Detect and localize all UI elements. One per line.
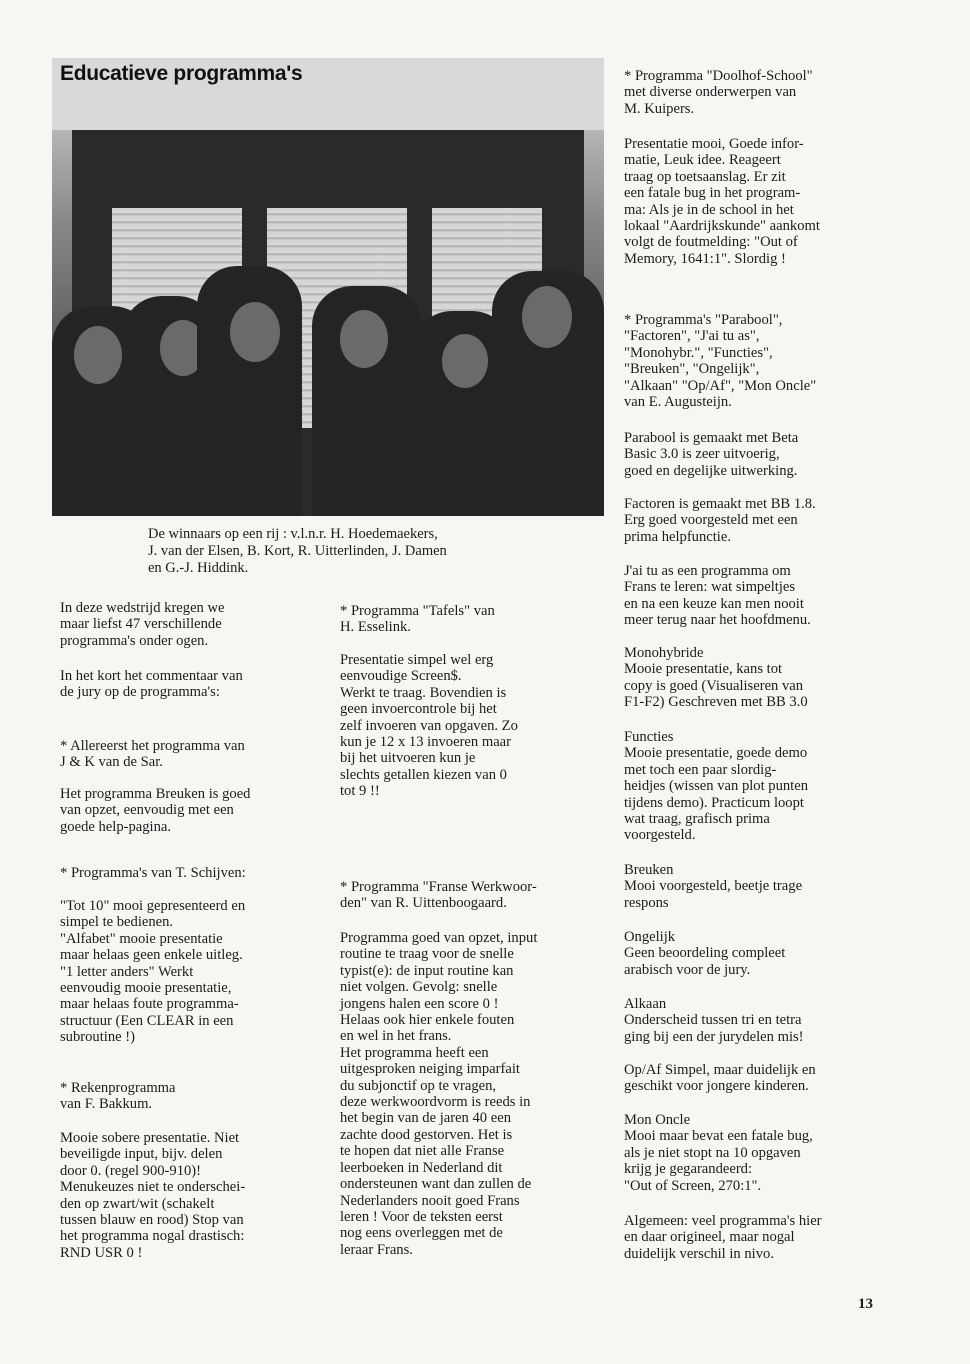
col1-p3: Het programma Breuken is goed van opzet, eenvoudig met een goede help-pagina. [60, 786, 251, 835]
page-title: Educatieve programma's [60, 62, 303, 85]
page-number: 13 [858, 1296, 873, 1312]
col1-p0: In deze wedstrijd kregen we maar liefst 47 verschillende programma's onder ogen. [60, 600, 225, 649]
col3-p0: * Programma "Doolhof-School" met diverse onderwerpen van M. Kuipers. [624, 68, 813, 117]
col1-p4: * Programma's van T. Schijven: [60, 865, 246, 881]
col3-p6: Monohybride Mooie presentatie, kans tot copy is goed (Visualiseren van F1-F2) Geschreven met BB 3.0 [624, 645, 808, 711]
col1-p2: * Allereerst het programma van J & K van de Sar. [60, 738, 245, 771]
col2-p0: * Programma "Tafels" van H. Esselink. [340, 603, 495, 636]
photo-caption-text: De winnaars op een rij : v.l.n.r. H. Hoedemaekers, J. van der Elsen, B. Kort, R. Uitterlinden, J. Damen en G.-J. Hiddink. [148, 526, 447, 576]
col1-p5: "Tot 10" mooi gepresenteerd en simpel te bedienen. "Alfabet" mooie presentatie maar helaas geen enkele uitleg. "1 letter anders" Werkt eenvoudig mooie presentatie, maar helaas foute programma- structuur (Een CLEAR in een subroutine !) [60, 898, 246, 1046]
col2-p2: * Programma "Franse Werkwoor- den" van R. Uittenboogaard. [340, 879, 537, 912]
col3-p13: Algemeen: veel programma's hier en daar origineel, maar nogal duidelijk verschil in nivo. [624, 1213, 822, 1262]
col1-p6: * Rekenprogramma van F. Bakkum. [60, 1080, 176, 1113]
col3-p5: J'ai tu as een programma om Frans te leren: wat simpeltjes en na een keuze kan men nooit meer terug naar het hoofdmenu. [624, 563, 811, 629]
col1-p1: In het kort het commentaar van de jury op de programma's: [60, 668, 243, 701]
col3-p7: Functies Mooie presentatie, goede demo met toch een paar slordig- heidjes (wissen van plot punten tijdens demo). Practicum loopt wat traag, grafisch prima voorgesteld. [624, 729, 809, 844]
col3-p10: Alkaan Onderscheid tussen tri en tetra ging bij een der jurydelen mis! [624, 996, 804, 1045]
col3-p8: Breuken Mooi voorgesteld, beetje trage respons [624, 862, 803, 911]
col3-p11: Op/Af Simpel, maar duidelijk en geschikt voor jongere kinderen. [624, 1062, 816, 1095]
col3-p3: Parabool is gemaakt met Beta Basic 3.0 is zeer uitvoerig, goed en degelijke uitwerking. [624, 430, 799, 479]
col3-p2: * Programma's "Parabool", "Factoren", "J'ai tu as", "Monohybr.", "Functies", "Breuken", "Ongelijk", "Alkaan" "Op/Af", "Mon Oncle" van E. Augusteijn. [624, 312, 817, 411]
photo-caption [148, 526, 588, 577]
winners-photo [52, 58, 604, 516]
col2-p3: Programma goed van opzet, input routine te traag voor de snelle typist(e): de input routine kan niet volgen. Gevolg: snelle jongens halen een score 0 ! Helaas ook hier enkele fouten en wel in het frans. Het programma heeft een uitgesproken neiging imparfait du subjonctif op te vragen, deze werkwoordvorm is reeds in het begin van de jaren 40 een zachte dood gestorven. Het is te hopen dat niet alle Franse leerboeken in Nederland dit ondersteunen want dan zullen de Nederlanders nooit goed Frans leren ! Voor de teksten eerst nog eens overleggen met de leraar Frans. [340, 930, 538, 1258]
col1-p7: Mooie sobere presentatie. Niet beveiligde input, bijv. delen door 0. (regel 900-910)! Menukeuzes niet te onderschei- den op zwart/wit (schakelt tussen blauw en rood) Stop van het programma nogal drastisch: RND USR 0 ! [60, 1130, 246, 1261]
col3-p4: Factoren is gemaakt met BB 1.8. Erg goed voorgesteld met een prima helpfunctie. [624, 496, 816, 545]
col3-p9: Ongelijk Geen beoordeling compleet arabisch voor de jury. [624, 929, 786, 978]
col3-p12: Mon Oncle Mooi maar bevat een fatale bug, als je niet stopt na 10 opgaven krijg je gegarandeerd: "Out of Screen, 270:1". [624, 1112, 813, 1194]
col2-p1: Presentatie simpel wel erg eenvoudige Screen$. Werkt te traag. Bovendien is geen invoercontrole bij het zelf invoeren van opgaven. Zo kun je 12 x 13 invoeren maar bij het uitvoeren kun je slechts getallen kiezen van 0 tot 9 !! [340, 652, 518, 800]
col3-p1: Presentatie mooi, Goede infor- matie, Leuk idee. Reageert traag op toetsaanslag. Er zit een fatale bug in het program- ma: Als je in de school in het lokaal "Aardrijkskunde" aankomt volgt de foutmelding: "Out of Memory, 1641:1". Slordig ! [624, 136, 820, 267]
